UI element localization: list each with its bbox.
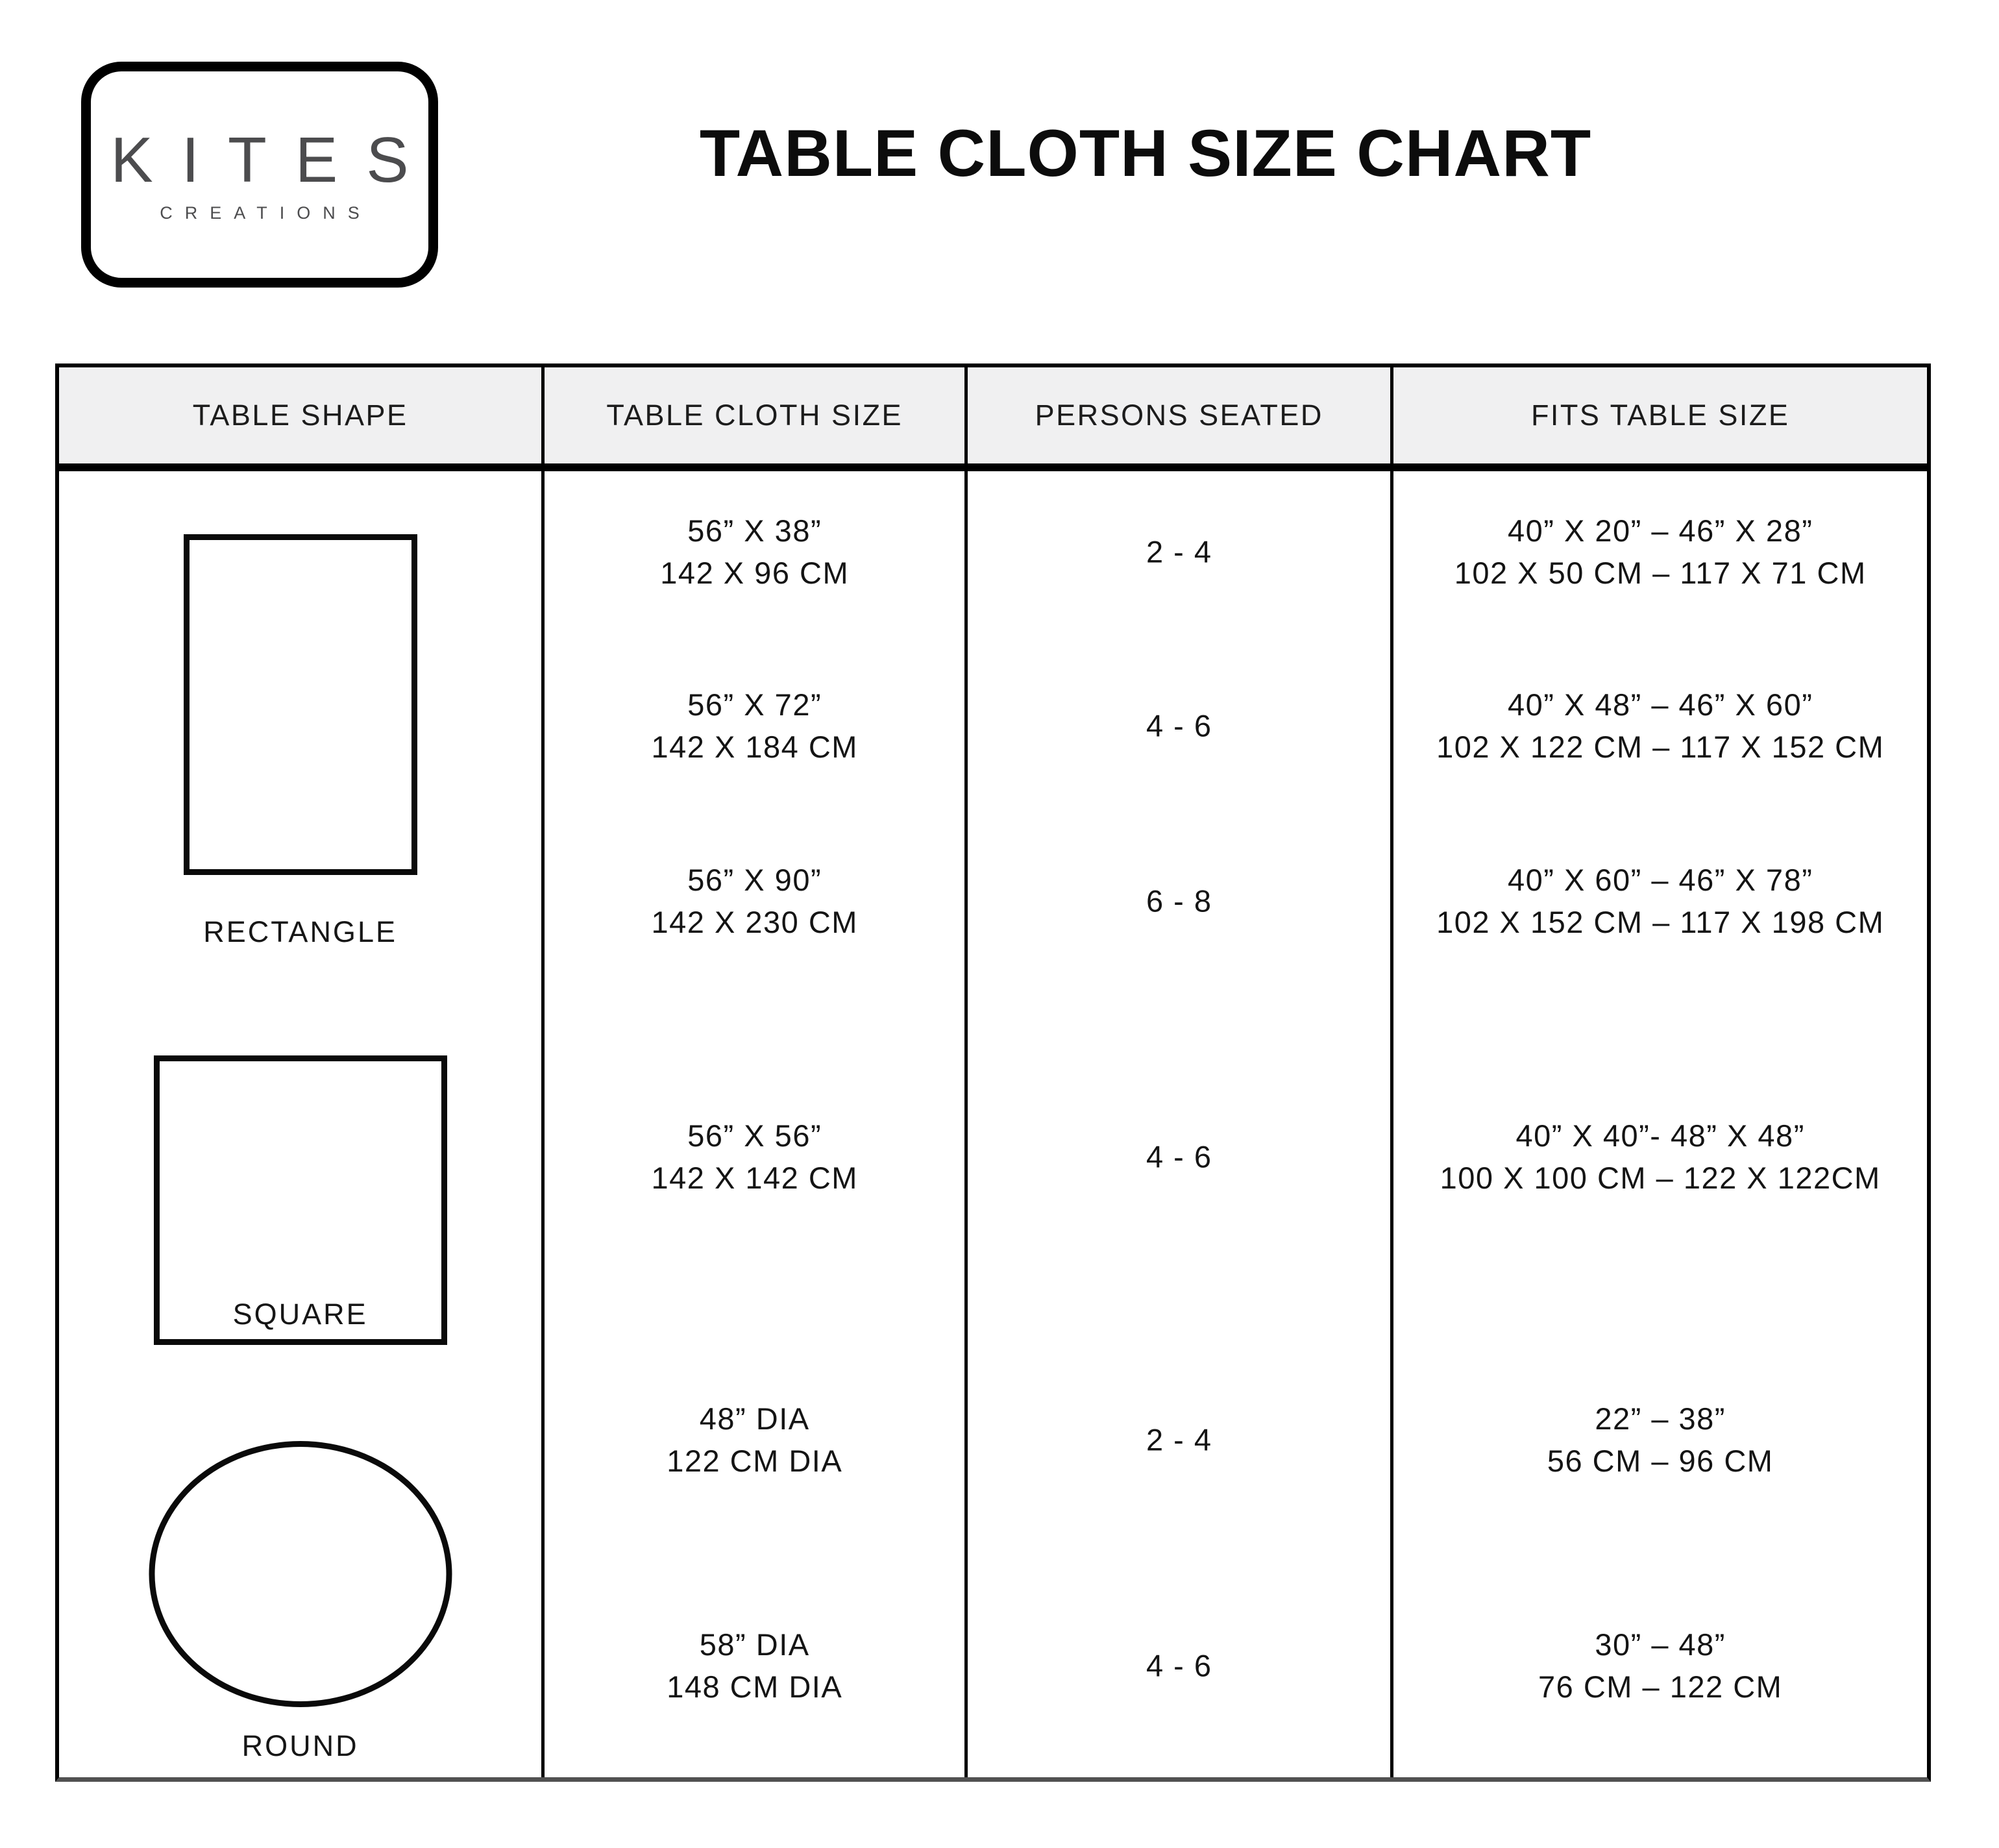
fits-table-size-cell [1393, 684, 1927, 768]
persons-seated-cell: 2 - 4 [1146, 1422, 1212, 1457]
cloth-size-inches: 58” DIA [699, 1627, 810, 1662]
column-table-shape [59, 471, 545, 1777]
shape-label-rectangle: RECTANGLE [203, 915, 397, 948]
cloth-size-inches: 48” DIA [699, 1401, 810, 1436]
fits-size-cm: 102 X 50 CM – 117 X 71 CM [1454, 556, 1867, 590]
cloth-size-cm: 142 X 142 CM [651, 1161, 858, 1195]
cloth-size-cell [545, 1623, 964, 1708]
cloth-size-inches: 56” X 90” [687, 863, 822, 897]
cloth-size-cell [545, 1398, 964, 1482]
cloth-size-inches: 56” X 56” [687, 1118, 822, 1153]
fits-table-size-cell [1393, 1115, 1927, 1199]
brand-subtitle: CREATIONS [160, 203, 372, 223]
fits-size-inches: 30” – 48” [1595, 1627, 1726, 1662]
header-fits-table-size: FITS TABLE SIZE [1393, 367, 1927, 471]
fits-size-cm: 102 X 152 CM – 117 X 198 CM [1436, 905, 1885, 939]
fits-size-cm: 102 X 122 CM – 117 X 152 CM [1436, 730, 1885, 764]
persons-seated-cell: 6 - 8 [1146, 883, 1212, 918]
cloth-size-cm: 142 X 96 CM [660, 556, 850, 590]
header-persons-seated: PERSONS SEATED [968, 367, 1393, 471]
column-table-cloth-size [545, 471, 968, 1777]
cloth-size-cell [545, 859, 964, 943]
header-table-cloth-size: TABLE CLOTH SIZE [545, 367, 968, 471]
fits-table-size-cell [1393, 1398, 1927, 1482]
shape-label-square: SQUARE [232, 1298, 368, 1331]
cloth-size-inches: 56” X 72” [687, 687, 822, 722]
column-fits-table-size [1393, 471, 1927, 1777]
fits-table-size-cell [1393, 1623, 1927, 1708]
fits-table-size-cell [1393, 859, 1927, 943]
cloth-size-cm: 148 CM DIA [667, 1669, 843, 1704]
fits-size-inches: 40” X 40”- 48” X 48” [1515, 1118, 1805, 1153]
fits-size-inches: 22” – 38” [1595, 1401, 1726, 1436]
fits-size-cm: 76 CM – 122 CM [1538, 1669, 1783, 1704]
cloth-size-inches: 56” X 38” [687, 513, 822, 548]
fits-table-size-cell [1393, 510, 1927, 594]
cloth-size-cm: 142 X 184 CM [651, 730, 858, 764]
fits-size-inches: 40” X 60” – 46” X 78” [1507, 863, 1813, 897]
cloth-size-cm: 122 CM DIA [667, 1444, 843, 1478]
size-chart-table [55, 363, 1931, 1782]
column-persons-seated [968, 471, 1393, 1777]
round-shape-icon [149, 1441, 452, 1707]
header-table-shape: TABLE SHAPE [59, 367, 545, 471]
cloth-size-cell [545, 684, 964, 768]
persons-seated-cell: 2 - 4 [1146, 534, 1212, 569]
fits-size-inches: 40” X 20” – 46” X 28” [1507, 513, 1813, 548]
shape-label-round: ROUND [241, 1729, 359, 1762]
persons-seated-cell: 4 - 6 [1146, 1139, 1212, 1174]
cloth-size-cell [545, 1115, 964, 1199]
cloth-size-cm: 142 X 230 CM [651, 905, 858, 939]
page-title: TABLE CLOTH SIZE CHART [699, 116, 1592, 190]
brand-logo [81, 62, 438, 288]
cloth-size-cell [545, 510, 964, 594]
persons-seated-cell: 4 - 6 [1146, 1648, 1212, 1683]
brand-name: KITES [110, 123, 437, 195]
rectangle-shape-icon [184, 534, 417, 875]
fits-size-inches: 40” X 48” – 46” X 60” [1507, 687, 1813, 722]
persons-seated-cell: 4 - 6 [1146, 708, 1212, 743]
fits-size-cm: 100 X 100 CM – 122 X 122CM [1440, 1161, 1881, 1195]
fits-size-cm: 56 CM – 96 CM [1547, 1444, 1774, 1478]
